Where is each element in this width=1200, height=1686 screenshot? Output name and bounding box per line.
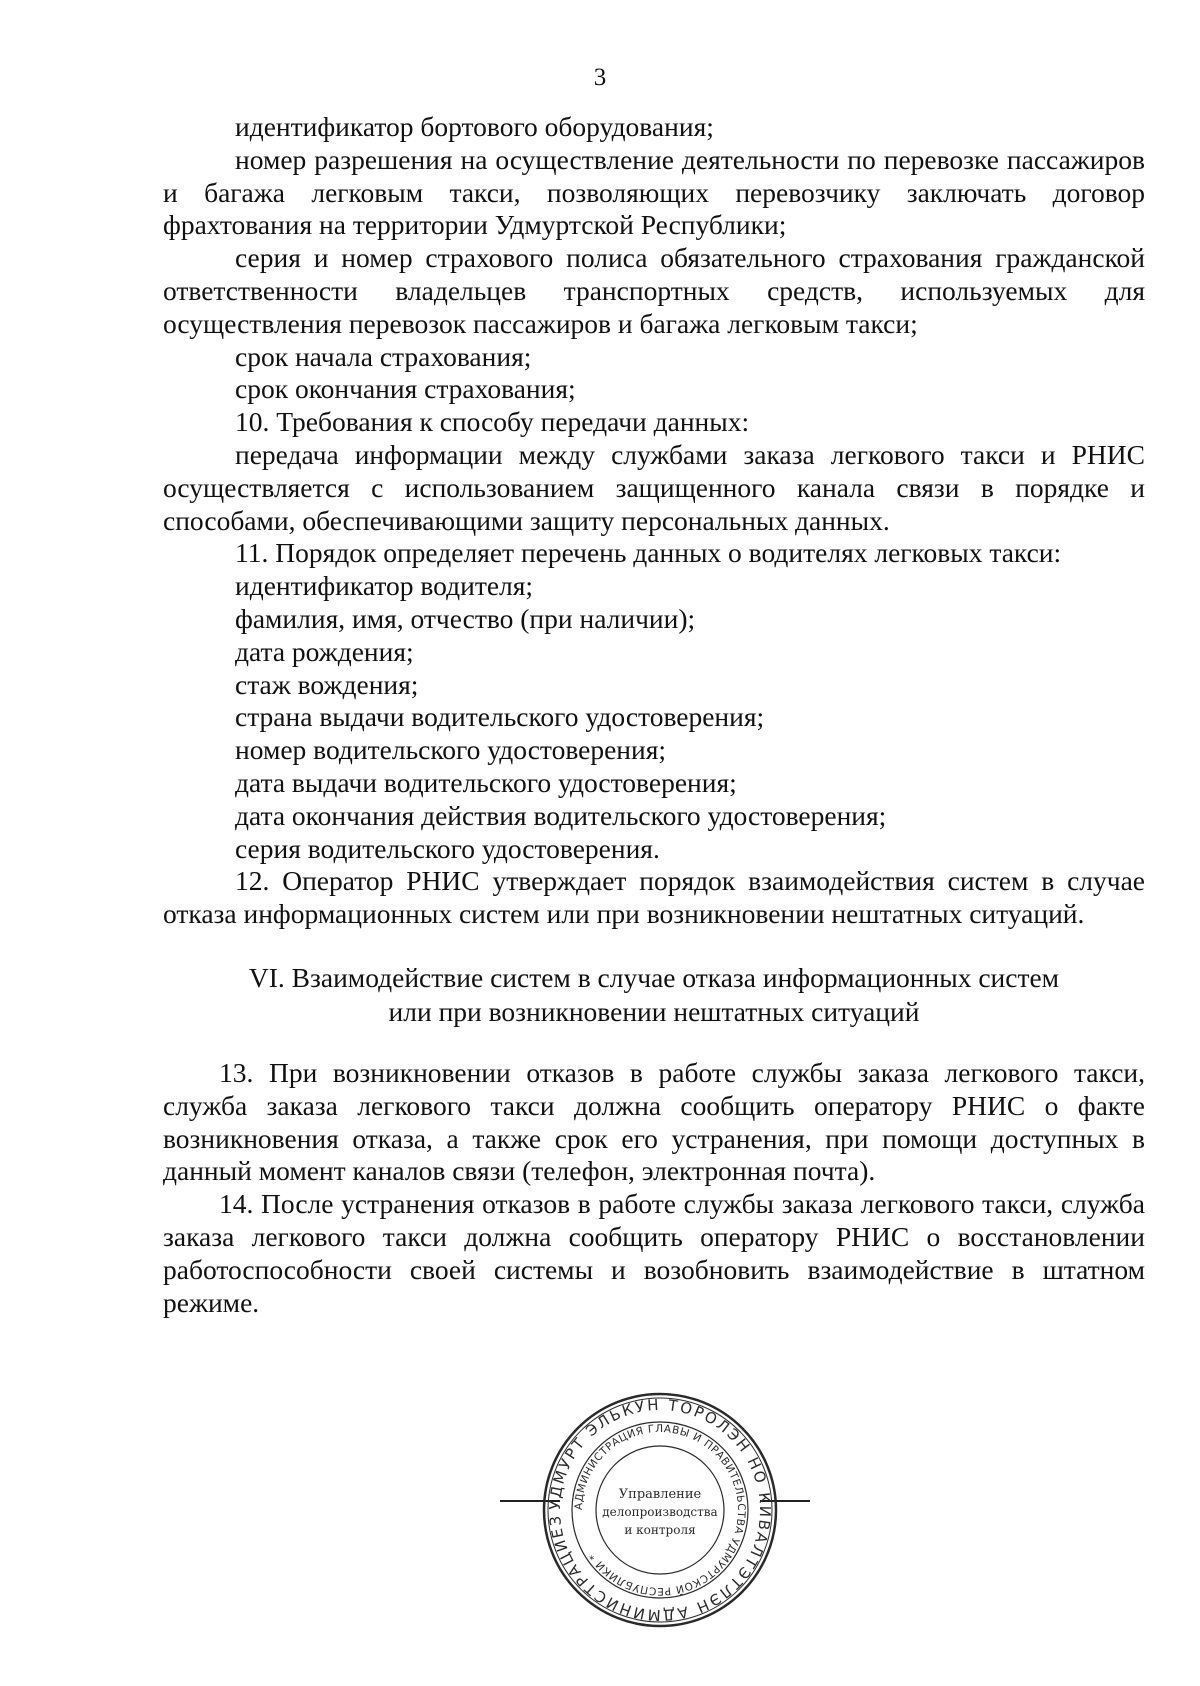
- paragraph: срок окончания страхования;: [235, 373, 576, 405]
- paragraph: серия водительского удостоверения.: [235, 832, 660, 864]
- paragraph: 14. После устранения отказов в работе службы заказа легкового такси, служба заказа легкового такси должна сообщить оператору РНИС о восстановлении работоспособности своей системы и возобновить взаимодействие в штатном режиме.: [163, 1188, 1145, 1318]
- paragraph: 10. Требования к способу передачи данных:: [235, 406, 750, 438]
- paragraph: срок начала страхования;: [235, 340, 532, 372]
- paragraph: номер водительского удостоверения;: [235, 734, 667, 766]
- paragraph: дата рождения;: [235, 635, 414, 667]
- section-heading-line1: VI. Взаимодействие систем в случае отказа информационных систем: [248, 961, 1060, 993]
- paragraph: дата выдачи водительского удостоверения;: [235, 766, 737, 798]
- paragraph: номер разрешения на осуществление деятельности по перевозке пассажиров и багажа легковым такси, позволяющих перевозчику заключать договор фрахтования на территории Удмуртской Республики;: [163, 143, 1145, 241]
- paragraph: фамилия, имя, отчество (при наличии);: [235, 602, 696, 634]
- stamp-center-line1: Управление: [618, 1487, 702, 1502]
- stamp-outer-text: УДМУРТ ЭЛЬКУН ТОРОЛЭН НО КИВАЛТЭТЛЭН АДМИНИСТРАЦИЕЗ: [545, 1395, 775, 1625]
- stamp-seal-icon: [540, 1390, 780, 1630]
- stamp-center-line2: делопроизводства: [602, 1505, 718, 1519]
- stamp-center-line3: и контроля: [624, 1523, 696, 1537]
- paragraph: 12. Оператор РНИС утверждает порядок взаимодействия систем в случае отказа информационных систем или при возникновении нештатных ситуаций.: [163, 865, 1145, 930]
- official-stamp: [540, 1390, 780, 1630]
- section-heading: [163, 961, 1145, 1029]
- page-number: 3: [593, 64, 607, 91]
- paragraph: идентификатор водителя;: [235, 570, 534, 602]
- document-body: [163, 111, 1145, 1319]
- section-heading-line2: или при возникновении нештатных ситуаций: [388, 995, 920, 1027]
- paragraph: 11. Порядок определяет перечень данных о водителях легковых такси:: [235, 537, 1062, 569]
- paragraph: стаж вождения;: [235, 668, 419, 700]
- paragraph: дата окончания действия водительского удостоверения;: [235, 799, 887, 831]
- stamp-inner-text: АДМИНИСТРАЦИЯ ГЛАВЫ И ПРАВИТЕЛЬСТВА УДМУРТСКОЙ РЕСПУБЛИКИ *: [572, 1422, 748, 1598]
- paragraph: 13. При возникновении отказов в работе службы заказа легкового такси, служба заказа легкового такси должна сообщить оператору РНИС о факте возникновения отказа, а также срок его устранения, при помощи доступных в данный момент каналов связи (телефон, электронная почта).: [163, 1056, 1145, 1187]
- paragraph: идентификатор бортового оборудования;: [235, 111, 714, 142]
- paragraph: страна выдачи водительского удостоверения;: [235, 701, 765, 733]
- paragraph: серия и номер страхового полиса обязательного страхования гражданской ответственности владельцев транспортных средств, используемых для осуществления перевозок пассажиров и багажа легковым такси;: [163, 242, 1145, 339]
- paragraph: передача информации между службами заказа легкового такси и РНИС осуществляется с использованием защищенного канала связи в порядке и способами, обеспечивающими защиту персональных данных.: [163, 438, 1145, 536]
